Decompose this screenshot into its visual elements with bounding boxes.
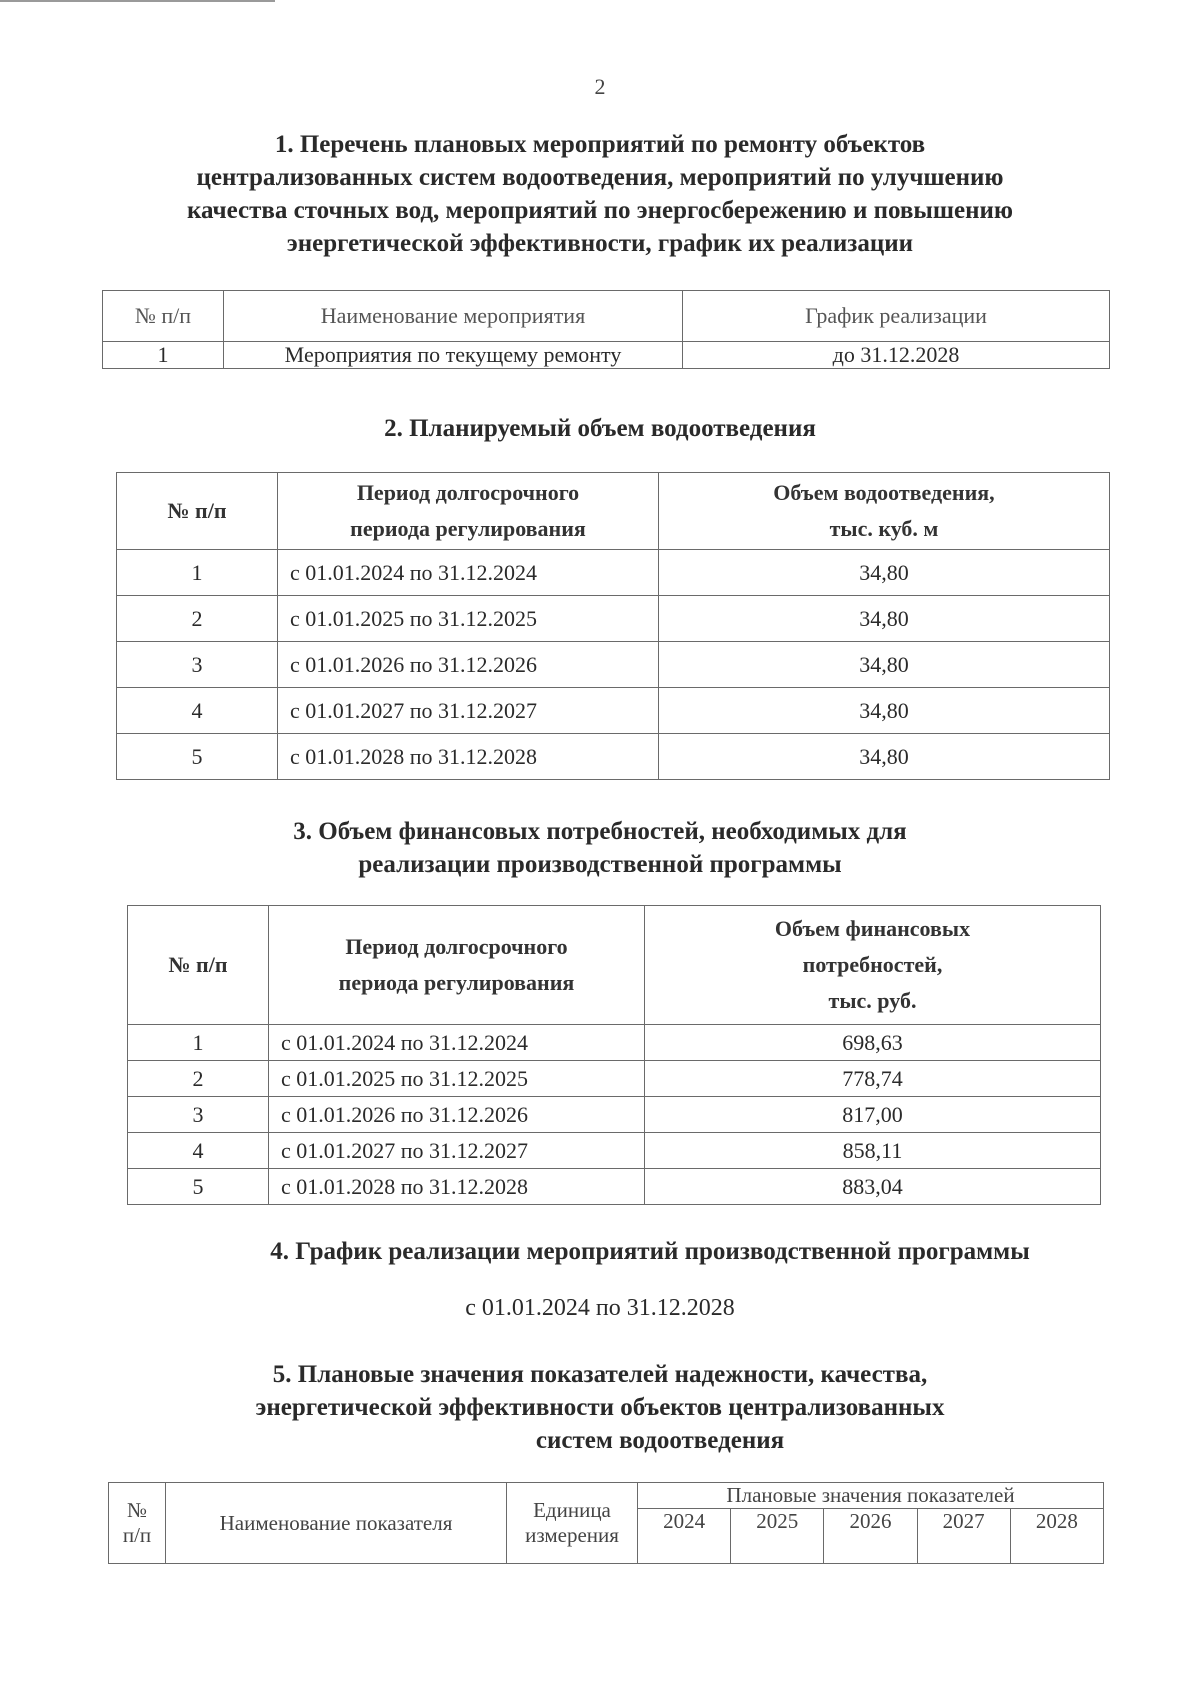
table-row bbox=[117, 550, 1110, 596]
section1-title-line: централизованных систем водоотведения, мероприятий по улучшению bbox=[196, 164, 1004, 191]
volume-table bbox=[116, 472, 1110, 780]
header-num: № п/п bbox=[117, 473, 278, 550]
table-row bbox=[117, 734, 1110, 780]
cell-num: 1 bbox=[128, 1025, 269, 1061]
section4-title: 4. График реализации мероприятий производственной программы bbox=[270, 1238, 1030, 1265]
header-unit-line: измерения bbox=[525, 1523, 619, 1547]
header-volume bbox=[659, 473, 1110, 550]
cell-period: с 01.01.2025 по 31.12.2025 bbox=[278, 596, 659, 642]
cell-num: 4 bbox=[117, 688, 278, 734]
table-row bbox=[128, 1133, 1101, 1169]
cell-num: 5 bbox=[117, 734, 278, 780]
header-num-line: № bbox=[126, 1498, 148, 1522]
cell-volume: 34,80 bbox=[659, 688, 1110, 734]
table-row bbox=[117, 596, 1110, 642]
cell-period: с 01.01.2024 по 31.12.2024 bbox=[278, 550, 659, 596]
measures-table bbox=[102, 290, 1110, 369]
header-period bbox=[278, 473, 659, 550]
section5-title-line: систем водоотведения bbox=[535, 1427, 785, 1454]
header-year: 2024 bbox=[638, 1509, 731, 1564]
header-measure-name: Наименование мероприятия bbox=[224, 291, 683, 342]
header-period-line: Период долгосрочного bbox=[356, 480, 580, 505]
table-row bbox=[128, 1061, 1101, 1097]
finance-table bbox=[127, 905, 1101, 1205]
cell-num: 3 bbox=[117, 642, 278, 688]
header-year: 2025 bbox=[731, 1509, 824, 1564]
header-finance-line: Объем финансовых bbox=[774, 916, 971, 941]
header-num: № п/п bbox=[103, 291, 224, 342]
top-rule bbox=[0, 0, 275, 2]
section4-period: с 01.01.2024 по 31.12.2028 bbox=[465, 1295, 735, 1321]
header-planned-values: Плановые значения показателей bbox=[638, 1483, 1104, 1509]
table-row bbox=[128, 1097, 1101, 1133]
cell-schedule: до 31.12.2028 bbox=[683, 342, 1110, 369]
cell-period: с 01.01.2027 по 31.12.2027 bbox=[269, 1133, 645, 1169]
cell-finance: 883,04 bbox=[645, 1169, 1101, 1205]
cell-period: с 01.01.2024 по 31.12.2024 bbox=[269, 1025, 645, 1061]
header-num bbox=[109, 1483, 166, 1564]
cell-finance: 778,74 bbox=[645, 1061, 1101, 1097]
cell-volume: 34,80 bbox=[659, 642, 1110, 688]
header-indicator-name: Наименование показателя bbox=[166, 1483, 507, 1564]
cell-finance: 817,00 bbox=[645, 1097, 1101, 1133]
section3-title-line: реализации производственной программы bbox=[358, 851, 842, 878]
section5-title-line: 5. Плановые значения показателей надежности, качества, bbox=[272, 1361, 928, 1388]
section3-title-line: 3. Объем финансовых потребностей, необходимых для bbox=[293, 818, 907, 845]
cell-volume: 34,80 bbox=[659, 550, 1110, 596]
table-header-row bbox=[128, 906, 1101, 1025]
cell-num: 4 bbox=[128, 1133, 269, 1169]
section3-title bbox=[0, 815, 1200, 881]
table-header-row bbox=[109, 1483, 1104, 1509]
header-unit-line: Единица bbox=[533, 1498, 611, 1522]
section1-title-line: качества сточных вод, мероприятий по энергосбережению и повышению bbox=[186, 197, 1014, 224]
page-number: 2 bbox=[594, 74, 606, 99]
section1-title-line: 1. Перечень плановых мероприятий по ремонту объектов bbox=[274, 131, 926, 158]
header-year: 2027 bbox=[917, 1509, 1010, 1564]
header-period-line: периода регулирования bbox=[350, 516, 586, 541]
cell-volume: 34,80 bbox=[659, 596, 1110, 642]
cell-period: с 01.01.2025 по 31.12.2025 bbox=[269, 1061, 645, 1097]
cell-finance: 858,11 bbox=[645, 1133, 1101, 1169]
section2-title: 2. Планируемый объем водоотведения bbox=[384, 415, 816, 442]
header-num-line: п/п bbox=[122, 1523, 152, 1547]
section1-title-line: энергетической эффективности, график их реализации bbox=[286, 230, 914, 257]
header-year: 2028 bbox=[1010, 1509, 1103, 1564]
cell-finance: 698,63 bbox=[645, 1025, 1101, 1061]
indicators-table bbox=[108, 1482, 1104, 1564]
header-schedule: График реализации bbox=[683, 291, 1110, 342]
cell-num: 5 bbox=[128, 1169, 269, 1205]
cell-period: с 01.01.2027 по 31.12.2027 bbox=[278, 688, 659, 734]
table-row bbox=[128, 1169, 1101, 1205]
cell-num: 2 bbox=[117, 596, 278, 642]
cell-num: 3 bbox=[128, 1097, 269, 1133]
header-num: № п/п bbox=[128, 906, 269, 1025]
header-volume-line: Объем водоотведения, bbox=[773, 480, 995, 505]
table-row bbox=[128, 1025, 1101, 1061]
cell-period: с 01.01.2026 по 31.12.2026 bbox=[278, 642, 659, 688]
header-period bbox=[269, 906, 645, 1025]
cell-period: с 01.01.2028 по 31.12.2028 bbox=[278, 734, 659, 780]
header-unit bbox=[507, 1483, 638, 1564]
section5-title bbox=[0, 1358, 1200, 1457]
cell-num: 1 bbox=[117, 550, 278, 596]
header-finance-line: потребностей, bbox=[802, 952, 943, 977]
table-row bbox=[117, 642, 1110, 688]
header-finance-line: тыс. руб. bbox=[828, 988, 917, 1013]
cell-period: с 01.01.2026 по 31.12.2026 bbox=[269, 1097, 645, 1133]
header-year: 2026 bbox=[824, 1509, 917, 1564]
cell-num: 1 bbox=[103, 342, 224, 369]
table-header-row bbox=[103, 291, 1110, 342]
section1-title bbox=[0, 128, 1200, 260]
cell-volume: 34,80 bbox=[659, 734, 1110, 780]
cell-measure-name: Мероприятия по текущему ремонту bbox=[224, 342, 683, 369]
header-period-line: периода регулирования bbox=[338, 970, 575, 995]
table-row bbox=[117, 688, 1110, 734]
table-header-row bbox=[117, 473, 1110, 550]
section5-title-line: энергетической эффективности объектов централизованных bbox=[255, 1394, 945, 1421]
header-period-line: Период долгосрочного bbox=[345, 934, 568, 959]
cell-num: 2 bbox=[128, 1061, 269, 1097]
header-volume-line: тыс. куб. м bbox=[829, 516, 939, 541]
header-finance bbox=[645, 906, 1101, 1025]
cell-period: с 01.01.2028 по 31.12.2028 bbox=[269, 1169, 645, 1205]
table-row bbox=[103, 342, 1110, 369]
